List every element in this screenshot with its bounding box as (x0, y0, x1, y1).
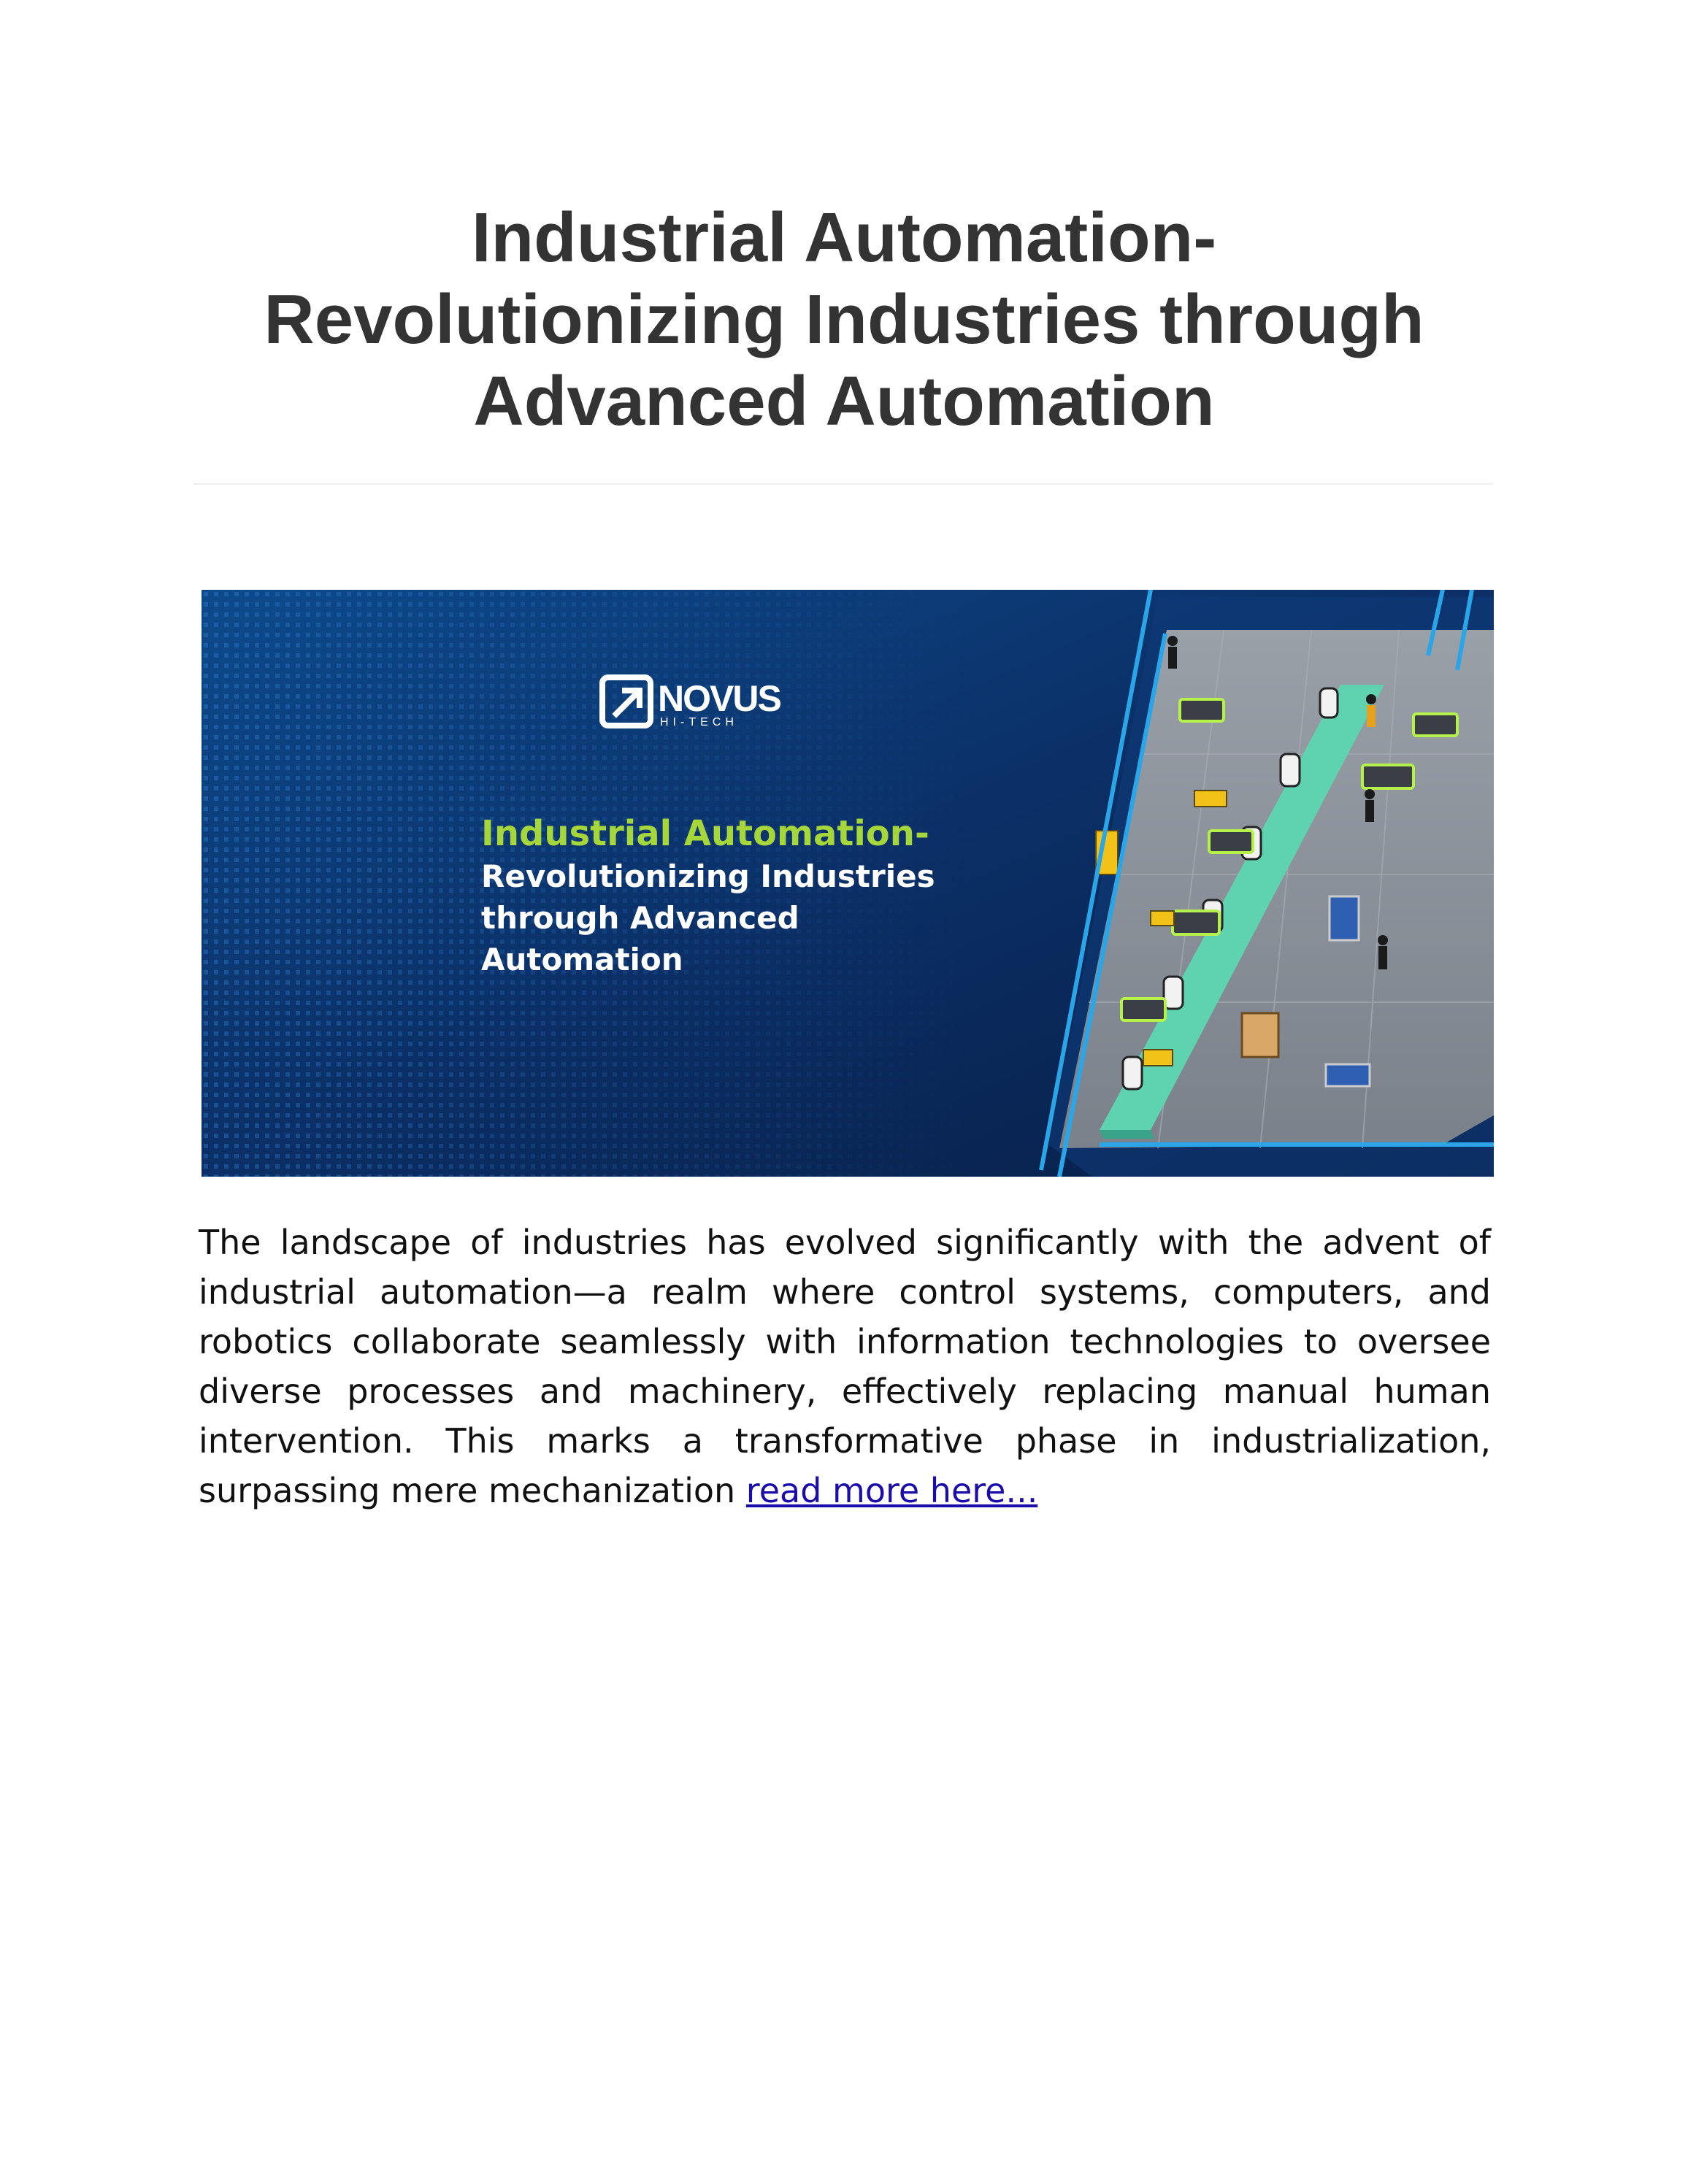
banner-headline-line-1: Revolutionizing Industries (481, 858, 935, 894)
page-title-line-3: Advanced Automation (473, 362, 1215, 440)
logo-name: NOVUS (658, 678, 780, 719)
logo-tagline: HI-TECH (660, 716, 738, 728)
read-more-link[interactable]: read more here... (745, 1471, 1038, 1510)
title-divider (193, 483, 1493, 485)
article-body-text: The landscape of industries has evolved significantly with the advent of industrial automation—a realm where control systems, computers, and robotics collaborate seamlessly with information technologies to oversee diverse processes and machinery, effectively replacing manual human intervention. This marks a transformative phase in industrialization, surpassing mere mechanization (199, 1223, 1491, 1510)
page-title (190, 197, 1498, 442)
page-title-line-1: Industrial Automation- (471, 199, 1217, 277)
banner-headline-line-3: Automation (481, 942, 683, 977)
page-title-line-2: Revolutionizing Industries through (264, 280, 1424, 358)
article-body (199, 1218, 1491, 1515)
banner-headline-accent: Industrial Automation- (481, 813, 929, 854)
banner-headline-line-2: through Advanced (481, 900, 799, 936)
hero-banner-image (202, 590, 1494, 1177)
